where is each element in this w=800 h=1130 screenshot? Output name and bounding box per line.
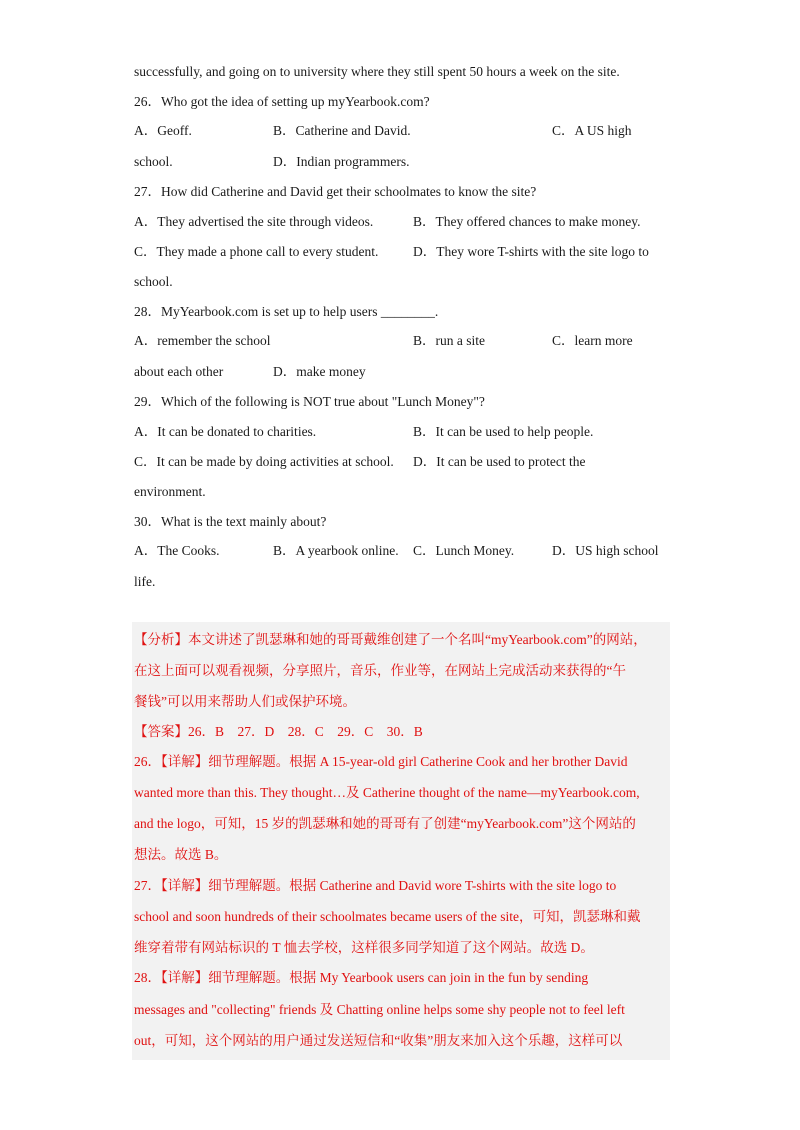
explanation-26-line: and the logo，可知，15 岁的凯瑟琳和她的哥哥有了创建“myYearbook.com”这个网站的 xyxy=(134,816,636,831)
q27-option-a: A．They advertised the site through videos. xyxy=(134,214,374,229)
analysis-line: 在这上面可以观看视频，分享照片，音乐，作业等，在网站上完成活动来获得的“午 xyxy=(134,663,626,678)
continuation-line: successfully, and going on to university where they still spent 50 hours a week on the site. xyxy=(134,64,620,79)
q30-option-c: C．Lunch Money. xyxy=(413,543,515,558)
q29-option-d-cont: environment. xyxy=(134,484,206,499)
analysis-line: 餐钱”可以用来帮助人们或保护环境。 xyxy=(134,694,356,709)
q29-option-b: B．It can be used to help people. xyxy=(413,424,594,439)
q30-option-d-cont: life. xyxy=(134,574,156,589)
q26-option-b: B．Catherine and David. xyxy=(273,123,411,138)
q26-option-c-cont: school. xyxy=(134,154,173,169)
explanation-26-line: 想法。故选 B。 xyxy=(134,847,228,862)
analysis-line: 【分析】本文讲述了凯瑟琳和她的哥哥戴维创建了一个名叫“myYearbook.com”的网站， xyxy=(134,632,647,647)
question-28-stem: 28．MyYearbook.com is set up to help users ________. xyxy=(134,304,439,319)
q29-option-a: A．It can be donated to charities. xyxy=(134,424,317,439)
q27-option-d-cont: school. xyxy=(134,274,173,289)
q28-option-d: D．make money xyxy=(273,364,366,379)
explanation-28-line: messages and "collecting" friends 及 Chatting online helps some shy people not to feel left xyxy=(134,1002,625,1017)
q27-option-d: D．They wore T-shirts with the site logo to xyxy=(413,244,649,259)
question-26-stem: 26．Who got the idea of setting up myYearbook.com? xyxy=(134,94,430,109)
explanation-28-line: 28．【详解】细节理解题。根据 My Yearbook users can join in the fun by sending xyxy=(134,970,589,985)
explanation-26-line: wanted more than this. They thought…及 Catherine thought of the name—myYearbook.com, xyxy=(134,785,640,800)
explanation-27-line: 27．【详解】细节理解题。根据 Catherine and David wore T-shirts with the site logo to xyxy=(134,878,617,893)
q28-option-b: B．run a site xyxy=(413,333,485,348)
q26-option-d: D．Indian programmers. xyxy=(273,154,410,169)
q26-option-c: C．A US high xyxy=(552,123,632,138)
q28-option-c-cont: about each other xyxy=(134,364,224,379)
q30-option-b: B．A yearbook online. xyxy=(273,543,399,558)
q29-option-d: D．It can be used to protect the xyxy=(413,454,586,469)
question-30-stem: 30．What is the text mainly about? xyxy=(134,514,327,529)
q29-option-c: C．It can be made by doing activities at school. xyxy=(134,454,394,469)
q26-option-a: A．Geoff. xyxy=(134,123,192,138)
q28-option-a: A．remember the school xyxy=(134,333,271,348)
answer-key-line: 【答案】26．B 27．D 28．C 29．C 30．B xyxy=(134,724,423,739)
q28-option-c: C．learn more xyxy=(552,333,633,348)
explanation-26-line: 26．【详解】细节理解题。根据 A 15-year-old girl Catherine Cook and her brother David xyxy=(134,754,628,769)
explanation-27-line: school and soon hundreds of their schoolmates became users of the site，可知，凯瑟琳和戴 xyxy=(134,909,641,924)
q30-option-a: A．The Cooks. xyxy=(134,543,220,558)
explanation-28-line: out，可知，这个网站的用户通过发送短信和“收集”朋友来加入这个乐趣，这样可以 xyxy=(134,1033,623,1048)
explanation-27-line: 维穿着带有网站标识的 T 恤去学校，这样很多同学知道了这个网站。故选 D。 xyxy=(134,940,594,955)
q30-option-d: D．US high school xyxy=(552,543,659,558)
answer-analysis-panel xyxy=(132,622,670,1060)
question-29-stem: 29．Which of the following is NOT true about "Lunch Money"? xyxy=(134,394,485,409)
q27-option-c: C．They made a phone call to every student. xyxy=(134,244,379,259)
q27-option-b: B．They offered chances to make money. xyxy=(413,214,641,229)
question-27-stem: 27．How did Catherine and David get their schoolmates to know the site? xyxy=(134,184,537,199)
